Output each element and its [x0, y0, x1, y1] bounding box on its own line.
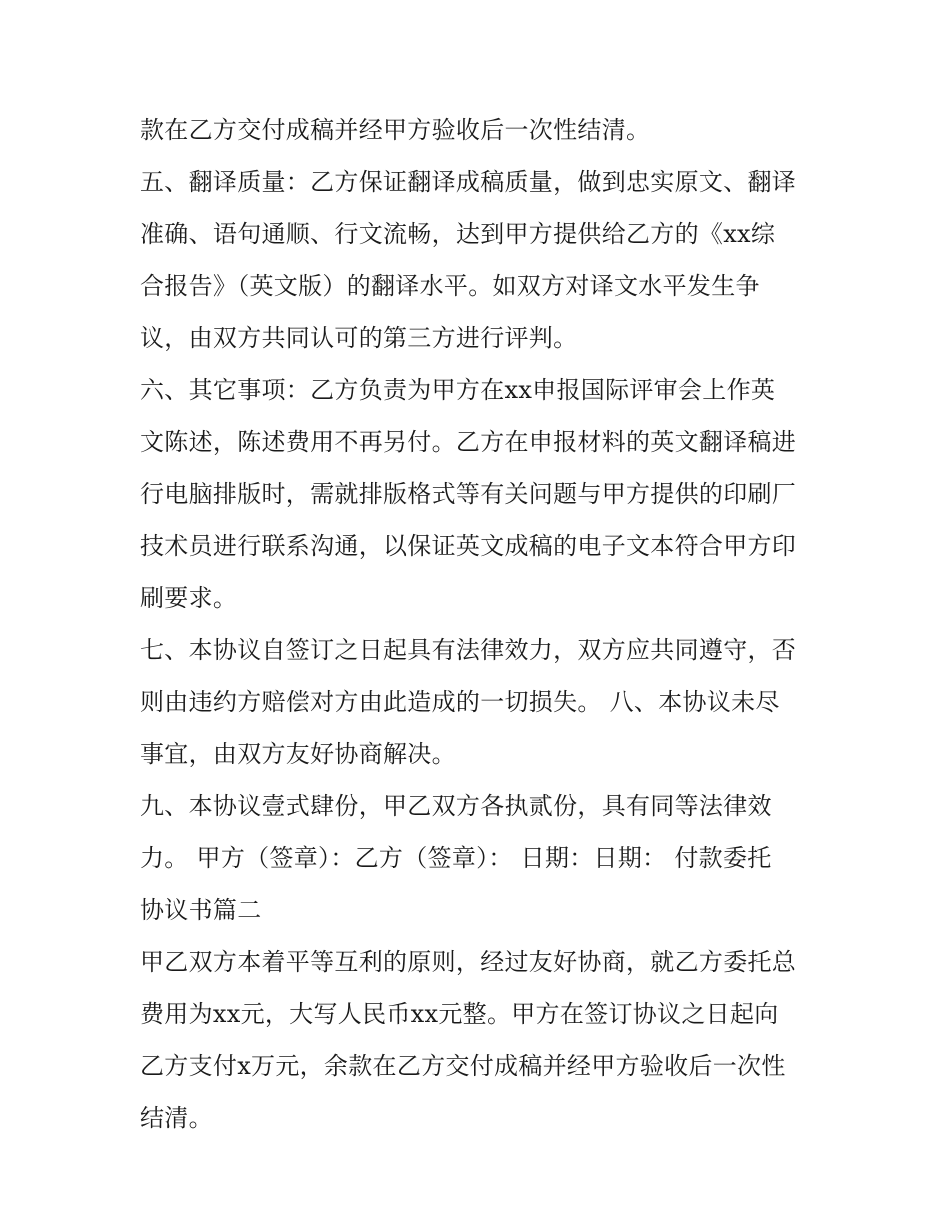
- text-line: 款在乙方交付成稿并经甲方验收后一次性结清。: [140, 116, 651, 144]
- text-line: 七、本协议自签订之日起具有法律效力，双方应共同遵守，否: [140, 636, 797, 664]
- text-line: 力。 甲方（签章）：乙方（签章）： 日期：日期： 付款委托: [140, 844, 772, 872]
- text-line: 行电脑排版时，需就排版格式等有关问题与甲方提供的印刷厂: [140, 480, 797, 508]
- text-line: 准确、语句通顺、行文流畅，达到甲方提供给乙方的《xx综: [140, 220, 776, 248]
- text-line: 五、翻译质量：乙方保证翻译成稿质量，做到忠实原文、翻译: [140, 168, 797, 196]
- text-line: 合报告》（英文版）的翻译水平。如双方对译文水平发生争: [140, 272, 760, 300]
- text-line: 甲乙双方本着平等互利的原则，经过友好协商，就乙方委托总: [140, 948, 797, 976]
- text-line: 则由违约方赔偿对方由此造成的一切损失。 八、本协议未尽: [140, 688, 780, 716]
- text-line: 费用为xx元，大写人民币xx元整。甲方在签订协议之日起向: [140, 1000, 779, 1028]
- text-line: 文陈述，陈述费用不再另付。乙方在申报材料的英文翻译稿进: [140, 428, 797, 456]
- text-line: 九、本协议壹式肆份，甲乙双方各执贰份，具有同等法律效: [140, 792, 772, 820]
- document-body: [140, 104, 812, 1144]
- text-line: 协议书篇二: [140, 896, 262, 924]
- text-line: 结清。: [140, 1104, 213, 1132]
- text-line: 六、其它事项：乙方负责为甲方在xx申报国际评审会上作英: [140, 376, 776, 404]
- text-line: 刷要求。: [140, 584, 238, 612]
- text-line: 技术员进行联系沟通，以保证英文成稿的电子文本符合甲方印: [140, 532, 797, 560]
- text-line: 议，由双方共同认可的第三方进行评判。: [140, 324, 578, 352]
- text-line: 事宜，由双方友好协商解决。: [140, 740, 456, 768]
- text-line: 乙方支付x万元，余款在乙方交付成稿并经甲方验收后一次性: [140, 1052, 786, 1080]
